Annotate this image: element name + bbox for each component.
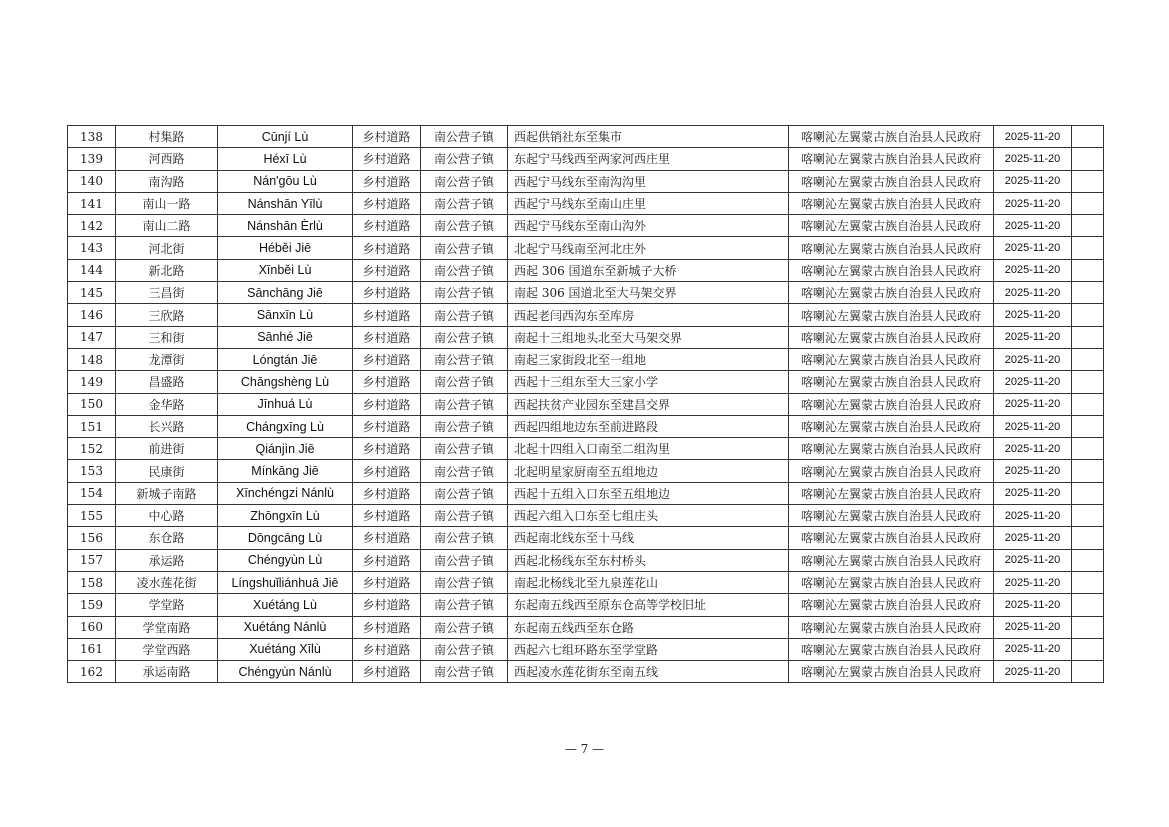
naming-authority-cell: 喀喇沁左翼蒙古族自治县人民政府 — [789, 661, 994, 683]
road-extent-cell: 北起十四组入口南至二组沟里 — [508, 438, 789, 460]
table-row — [68, 594, 1104, 616]
naming-authority-cell: 喀喇沁左翼蒙古族自治县人民政府 — [789, 192, 994, 214]
remark-cell — [1072, 304, 1104, 326]
town-name-cell: 南公营子镇 — [421, 282, 508, 304]
road-name-cell: 河西路 — [116, 148, 218, 170]
approval-date-cell: 2025-11-20 — [994, 616, 1072, 638]
road-pinyin-cell: Héběi Jiē — [218, 237, 353, 259]
road-pinyin-cell: Sānchāng Jiē — [218, 282, 353, 304]
row-number-cell: 155 — [68, 505, 116, 527]
road-pinyin-cell: Xīnchéngzi Nánlù — [218, 482, 353, 504]
remark-cell — [1072, 571, 1104, 593]
road-pinyin-cell: Xīnběi Lù — [218, 259, 353, 281]
road-pinyin-cell: Sānhé Jiē — [218, 326, 353, 348]
approval-date-cell: 2025-11-20 — [994, 126, 1072, 148]
approval-date-cell: 2025-11-20 — [994, 460, 1072, 482]
town-name-cell: 南公营子镇 — [421, 638, 508, 660]
road-name-cell: 承运路 — [116, 549, 218, 571]
road-name-cell: 三欣路 — [116, 304, 218, 326]
naming-authority-cell: 喀喇沁左翼蒙古族自治县人民政府 — [789, 126, 994, 148]
remark-cell — [1072, 393, 1104, 415]
road-name-cell: 龙潭街 — [116, 348, 218, 370]
naming-authority-cell: 喀喇沁左翼蒙古族自治县人民政府 — [789, 259, 994, 281]
remark-cell — [1072, 527, 1104, 549]
road-extent-cell: 西起六组入口东至七组庄头 — [508, 505, 789, 527]
naming-authority-cell: 喀喇沁左翼蒙古族自治县人民政府 — [789, 460, 994, 482]
road-name-cell: 新北路 — [116, 259, 218, 281]
town-name-cell: 南公营子镇 — [421, 192, 508, 214]
road-name-cell: 中心路 — [116, 505, 218, 527]
row-number-cell: 150 — [68, 393, 116, 415]
approval-date-cell: 2025-11-20 — [994, 148, 1072, 170]
table-row — [68, 215, 1104, 237]
remark-cell — [1072, 170, 1104, 192]
approval-date-cell: 2025-11-20 — [994, 415, 1072, 437]
road-extent-cell: 西起六七组环路东至学堂路 — [508, 638, 789, 660]
table-row — [68, 148, 1104, 170]
remark-cell — [1072, 661, 1104, 683]
road-category-cell: 乡村道路 — [353, 571, 421, 593]
road-extent-cell: 西起宁马线东至南沟沟里 — [508, 170, 789, 192]
table-row — [68, 237, 1104, 259]
road-extent-cell: 北起明星家厨南至五组地边 — [508, 460, 789, 482]
approval-date-cell: 2025-11-20 — [994, 304, 1072, 326]
road-category-cell: 乡村道路 — [353, 505, 421, 527]
remark-cell — [1072, 237, 1104, 259]
road-extent-cell: 东起南五线西至东仓路 — [508, 616, 789, 638]
table-row — [68, 393, 1104, 415]
remark-cell — [1072, 415, 1104, 437]
town-name-cell: 南公营子镇 — [421, 571, 508, 593]
naming-authority-cell: 喀喇沁左翼蒙古族自治县人民政府 — [789, 505, 994, 527]
remark-cell — [1072, 594, 1104, 616]
remark-cell — [1072, 148, 1104, 170]
town-name-cell: 南公营子镇 — [421, 237, 508, 259]
road-extent-cell: 西起南北线东至十马线 — [508, 527, 789, 549]
approval-date-cell: 2025-11-20 — [994, 371, 1072, 393]
remark-cell — [1072, 460, 1104, 482]
table-body — [68, 126, 1104, 683]
table-row — [68, 549, 1104, 571]
naming-authority-cell: 喀喇沁左翼蒙古族自治县人民政府 — [789, 482, 994, 504]
remark-cell — [1072, 126, 1104, 148]
road-name-cell: 学堂路 — [116, 594, 218, 616]
remark-cell — [1072, 282, 1104, 304]
approval-date-cell: 2025-11-20 — [994, 170, 1072, 192]
road-category-cell: 乡村道路 — [353, 348, 421, 370]
road-name-cell: 河北街 — [116, 237, 218, 259]
road-extent-cell: 东起南五线西至原东仓高等学校旧址 — [508, 594, 789, 616]
road-extent-cell: 西起 306 国道东至新城子大桥 — [508, 259, 789, 281]
naming-authority-cell: 喀喇沁左翼蒙古族自治县人民政府 — [789, 304, 994, 326]
table-row — [68, 304, 1104, 326]
table-row — [68, 661, 1104, 683]
table-row — [68, 126, 1104, 148]
town-name-cell: 南公营子镇 — [421, 393, 508, 415]
road-name-cell: 民康街 — [116, 460, 218, 482]
naming-authority-cell: 喀喇沁左翼蒙古族自治县人民政府 — [789, 282, 994, 304]
row-number-cell: 142 — [68, 215, 116, 237]
road-category-cell: 乡村道路 — [353, 393, 421, 415]
naming-authority-cell: 喀喇沁左翼蒙古族自治县人民政府 — [789, 393, 994, 415]
row-number-cell: 157 — [68, 549, 116, 571]
remark-cell — [1072, 482, 1104, 504]
remark-cell — [1072, 438, 1104, 460]
table-row — [68, 371, 1104, 393]
road-extent-cell: 西起宁马线东至南山庄里 — [508, 192, 789, 214]
road-category-cell: 乡村道路 — [353, 594, 421, 616]
road-category-cell: 乡村道路 — [353, 638, 421, 660]
road-pinyin-cell: Héxī Lù — [218, 148, 353, 170]
naming-authority-cell: 喀喇沁左翼蒙古族自治县人民政府 — [789, 594, 994, 616]
table-row — [68, 282, 1104, 304]
road-name-cell: 金华路 — [116, 393, 218, 415]
road-category-cell: 乡村道路 — [353, 415, 421, 437]
road-category-cell: 乡村道路 — [353, 371, 421, 393]
table-row — [68, 415, 1104, 437]
row-number-cell: 159 — [68, 594, 116, 616]
approval-date-cell: 2025-11-20 — [994, 661, 1072, 683]
town-name-cell: 南公营子镇 — [421, 170, 508, 192]
approval-date-cell: 2025-11-20 — [994, 549, 1072, 571]
road-name-cell: 昌盛路 — [116, 371, 218, 393]
road-pinyin-cell: Mínkāng Jiē — [218, 460, 353, 482]
approval-date-cell: 2025-11-20 — [994, 571, 1072, 593]
road-extent-cell: 南起北杨线北至九泉莲花山 — [508, 571, 789, 593]
road-pinyin-cell: Chāngshèng Lù — [218, 371, 353, 393]
approval-date-cell: 2025-11-20 — [994, 482, 1072, 504]
road-category-cell: 乡村道路 — [353, 259, 421, 281]
road-name-cell: 南沟路 — [116, 170, 218, 192]
road-pinyin-cell: Xuétáng Lù — [218, 594, 353, 616]
naming-authority-cell: 喀喇沁左翼蒙古族自治县人民政府 — [789, 616, 994, 638]
naming-authority-cell: 喀喇沁左翼蒙古族自治县人民政府 — [789, 326, 994, 348]
row-number-cell: 151 — [68, 415, 116, 437]
naming-authority-cell: 喀喇沁左翼蒙古族自治县人民政府 — [789, 571, 994, 593]
road-pinyin-cell: Xuétáng Xīlù — [218, 638, 353, 660]
road-name-cell: 前进街 — [116, 438, 218, 460]
approval-date-cell: 2025-11-20 — [994, 237, 1072, 259]
road-name-cell: 南山一路 — [116, 192, 218, 214]
page-number: — 7 — — [564, 742, 605, 756]
approval-date-cell: 2025-11-20 — [994, 438, 1072, 460]
road-pinyin-cell: Língshuǐliánhuā Jiē — [218, 571, 353, 593]
approval-date-cell: 2025-11-20 — [994, 326, 1072, 348]
road-pinyin-cell: Dōngcāng Lù — [218, 527, 353, 549]
naming-authority-cell: 喀喇沁左翼蒙古族自治县人民政府 — [789, 438, 994, 460]
road-category-cell: 乡村道路 — [353, 282, 421, 304]
road-extent-cell: 南起三家街段北至一组地 — [508, 348, 789, 370]
table-row — [68, 482, 1104, 504]
road-extent-cell: 西起宁马线东至南山沟外 — [508, 215, 789, 237]
row-number-cell: 152 — [68, 438, 116, 460]
table-row — [68, 438, 1104, 460]
town-name-cell: 南公营子镇 — [421, 215, 508, 237]
road-extent-cell: 西起凌水莲花街东至南五线 — [508, 661, 789, 683]
road-extent-cell: 南起十三组地头北至大马架交界 — [508, 326, 789, 348]
table-row — [68, 259, 1104, 281]
road-category-cell: 乡村道路 — [353, 482, 421, 504]
naming-authority-cell: 喀喇沁左翼蒙古族自治县人民政府 — [789, 415, 994, 437]
road-pinyin-cell: Qiánjìn Jiē — [218, 438, 353, 460]
town-name-cell: 南公营子镇 — [421, 348, 508, 370]
road-pinyin-cell: Chéngyùn Nánlù — [218, 661, 353, 683]
town-name-cell: 南公营子镇 — [421, 549, 508, 571]
town-name-cell: 南公营子镇 — [421, 505, 508, 527]
naming-authority-cell: 喀喇沁左翼蒙古族自治县人民政府 — [789, 148, 994, 170]
remark-cell — [1072, 259, 1104, 281]
road-pinyin-cell: Nánshān Yīlù — [218, 192, 353, 214]
approval-date-cell: 2025-11-20 — [994, 594, 1072, 616]
town-name-cell: 南公营子镇 — [421, 527, 508, 549]
remark-cell — [1072, 215, 1104, 237]
road-pinyin-cell: Chángxīng Lù — [218, 415, 353, 437]
row-number-cell: 141 — [68, 192, 116, 214]
row-number-cell: 146 — [68, 304, 116, 326]
remark-cell — [1072, 549, 1104, 571]
town-name-cell: 南公营子镇 — [421, 415, 508, 437]
road-category-cell: 乡村道路 — [353, 148, 421, 170]
approval-date-cell: 2025-11-20 — [994, 348, 1072, 370]
road-pinyin-cell: Nánshān Èrlù — [218, 215, 353, 237]
road-name-cell: 凌水莲花街 — [116, 571, 218, 593]
road-category-cell: 乡村道路 — [353, 126, 421, 148]
row-number-cell: 149 — [68, 371, 116, 393]
row-number-cell: 160 — [68, 616, 116, 638]
road-name-cell: 三昌街 — [116, 282, 218, 304]
approval-date-cell: 2025-11-20 — [994, 215, 1072, 237]
remark-cell — [1072, 192, 1104, 214]
naming-authority-cell: 喀喇沁左翼蒙古族自治县人民政府 — [789, 170, 994, 192]
town-name-cell: 南公营子镇 — [421, 371, 508, 393]
town-name-cell: 南公营子镇 — [421, 460, 508, 482]
naming-authority-cell: 喀喇沁左翼蒙古族自治县人民政府 — [789, 527, 994, 549]
table-row — [68, 616, 1104, 638]
road-category-cell: 乡村道路 — [353, 438, 421, 460]
row-number-cell: 144 — [68, 259, 116, 281]
road-name-cell: 三和街 — [116, 326, 218, 348]
road-category-cell: 乡村道路 — [353, 192, 421, 214]
town-name-cell: 南公营子镇 — [421, 304, 508, 326]
road-pinyin-cell: Zhōngxīn Lù — [218, 505, 353, 527]
road-extent-cell: 东起宁马线西至两家河西庄里 — [508, 148, 789, 170]
road-name-cell: 东仓路 — [116, 527, 218, 549]
road-extent-cell: 西起十五组入口东至五组地边 — [508, 482, 789, 504]
road-extent-cell: 北起宁马线南至河北庄外 — [508, 237, 789, 259]
row-number-cell: 156 — [68, 527, 116, 549]
row-number-cell: 154 — [68, 482, 116, 504]
town-name-cell: 南公营子镇 — [421, 661, 508, 683]
road-name-cell: 南山二路 — [116, 215, 218, 237]
row-number-cell: 138 — [68, 126, 116, 148]
naming-authority-cell: 喀喇沁左翼蒙古族自治县人民政府 — [789, 371, 994, 393]
row-number-cell: 147 — [68, 326, 116, 348]
table-row — [68, 571, 1104, 593]
road-pinyin-cell: Sānxīn Lù — [218, 304, 353, 326]
road-pinyin-cell: Nán'gōu Lù — [218, 170, 353, 192]
naming-authority-cell: 喀喇沁左翼蒙古族自治县人民政府 — [789, 215, 994, 237]
road-extent-cell: 西起四组地边东至前进路段 — [508, 415, 789, 437]
road-name-table — [67, 125, 1104, 683]
row-number-cell: 143 — [68, 237, 116, 259]
naming-authority-cell: 喀喇沁左翼蒙古族自治县人民政府 — [789, 348, 994, 370]
road-name-cell: 村集路 — [116, 126, 218, 148]
remark-cell — [1072, 505, 1104, 527]
table-row — [68, 170, 1104, 192]
road-extent-cell: 西起十三组东至大三家小学 — [508, 371, 789, 393]
road-category-cell: 乡村道路 — [353, 304, 421, 326]
road-extent-cell: 西起老闫西沟东至库房 — [508, 304, 789, 326]
approval-date-cell: 2025-11-20 — [994, 393, 1072, 415]
road-pinyin-cell: Lóngtán Jiē — [218, 348, 353, 370]
row-number-cell: 148 — [68, 348, 116, 370]
road-category-cell: 乡村道路 — [353, 326, 421, 348]
approval-date-cell: 2025-11-20 — [994, 192, 1072, 214]
remark-cell — [1072, 371, 1104, 393]
road-category-cell: 乡村道路 — [353, 215, 421, 237]
road-name-cell: 承运南路 — [116, 661, 218, 683]
town-name-cell: 南公营子镇 — [421, 482, 508, 504]
town-name-cell: 南公营子镇 — [421, 616, 508, 638]
road-name-cell: 学堂南路 — [116, 616, 218, 638]
naming-authority-cell: 喀喇沁左翼蒙古族自治县人民政府 — [789, 237, 994, 259]
town-name-cell: 南公营子镇 — [421, 259, 508, 281]
road-pinyin-cell: Chéngyùn Lù — [218, 549, 353, 571]
road-extent-cell: 西起供销社东至集市 — [508, 126, 789, 148]
road-category-cell: 乡村道路 — [353, 527, 421, 549]
table-row — [68, 460, 1104, 482]
approval-date-cell: 2025-11-20 — [994, 505, 1072, 527]
road-category-cell: 乡村道路 — [353, 460, 421, 482]
table-row — [68, 527, 1104, 549]
row-number-cell: 140 — [68, 170, 116, 192]
row-number-cell: 162 — [68, 661, 116, 683]
remark-cell — [1072, 348, 1104, 370]
town-name-cell: 南公营子镇 — [421, 148, 508, 170]
row-number-cell: 145 — [68, 282, 116, 304]
table-row — [68, 638, 1104, 660]
road-category-cell: 乡村道路 — [353, 661, 421, 683]
table-row — [68, 326, 1104, 348]
road-name-cell: 学堂西路 — [116, 638, 218, 660]
naming-authority-cell: 喀喇沁左翼蒙古族自治县人民政府 — [789, 638, 994, 660]
approval-date-cell: 2025-11-20 — [994, 638, 1072, 660]
table-row — [68, 505, 1104, 527]
road-name-cell: 新城子南路 — [116, 482, 218, 504]
road-extent-cell: 西起扶贫产业园东至建昌交界 — [508, 393, 789, 415]
road-pinyin-cell: Jīnhuá Lù — [218, 393, 353, 415]
table-row — [68, 348, 1104, 370]
remark-cell — [1072, 638, 1104, 660]
row-number-cell: 158 — [68, 571, 116, 593]
table-row — [68, 192, 1104, 214]
road-category-cell: 乡村道路 — [353, 170, 421, 192]
road-category-cell: 乡村道路 — [353, 237, 421, 259]
row-number-cell: 153 — [68, 460, 116, 482]
town-name-cell: 南公营子镇 — [421, 126, 508, 148]
road-pinyin-cell: Xuétáng Nánlù — [218, 616, 353, 638]
approval-date-cell: 2025-11-20 — [994, 527, 1072, 549]
road-pinyin-cell: Cūnjí Lù — [218, 126, 353, 148]
row-number-cell: 139 — [68, 148, 116, 170]
town-name-cell: 南公营子镇 — [421, 594, 508, 616]
remark-cell — [1072, 326, 1104, 348]
town-name-cell: 南公营子镇 — [421, 438, 508, 460]
road-name-cell: 长兴路 — [116, 415, 218, 437]
road-category-cell: 乡村道路 — [353, 616, 421, 638]
road-extent-cell: 西起北杨线东至东村桥头 — [508, 549, 789, 571]
approval-date-cell: 2025-11-20 — [994, 282, 1072, 304]
remark-cell — [1072, 616, 1104, 638]
approval-date-cell: 2025-11-20 — [994, 259, 1072, 281]
road-extent-cell: 南起 306 国道北至大马架交界 — [508, 282, 789, 304]
town-name-cell: 南公营子镇 — [421, 326, 508, 348]
naming-authority-cell: 喀喇沁左翼蒙古族自治县人民政府 — [789, 549, 994, 571]
row-number-cell: 161 — [68, 638, 116, 660]
road-category-cell: 乡村道路 — [353, 549, 421, 571]
